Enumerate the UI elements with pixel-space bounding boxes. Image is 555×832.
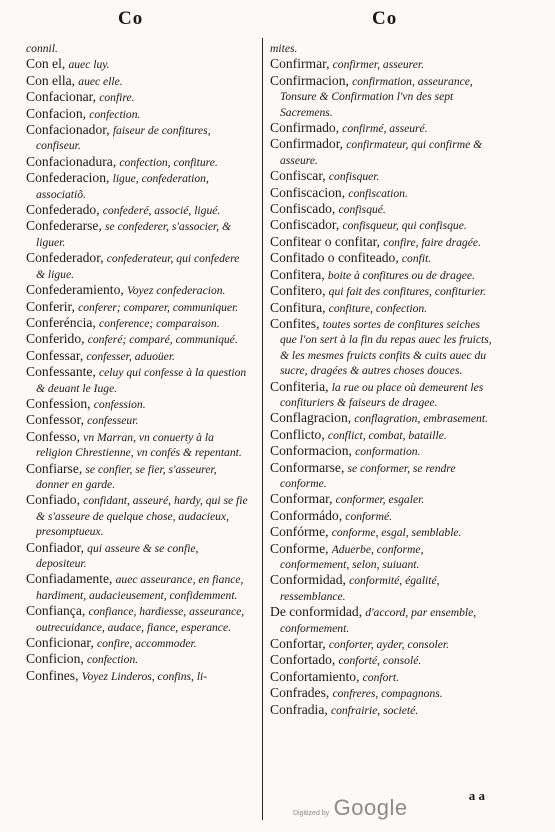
watermark-logo-text: Google <box>333 795 408 820</box>
dictionary-entry <box>26 492 248 539</box>
entry-headword: Confitado o confiteado, <box>270 250 399 266</box>
dictionary-entry <box>270 572 492 604</box>
entry-headword: Confederarse, <box>26 218 102 234</box>
entry-definition: confederateur, qui confedere & ligue. <box>36 252 240 281</box>
dictionary-entry <box>26 348 248 364</box>
dictionary-entry <box>270 460 492 492</box>
dictionary-entry <box>270 685 492 701</box>
column-divider <box>262 38 263 820</box>
left-column <box>26 40 248 684</box>
dictionary-entry <box>26 154 248 170</box>
dictionary-entry <box>26 56 248 72</box>
entry-headword: Confrades, <box>270 685 330 701</box>
entry-definition: conferer; comparer, communiquer. <box>78 300 239 314</box>
entry-definition: conforter, ayder, consoler. <box>328 638 449 652</box>
entry-definition: auec elle. <box>78 74 123 88</box>
dictionary-entry <box>270 669 492 685</box>
dictionary-entry <box>270 427 492 443</box>
entry-definition: confiance, hardiesse, asseurance, outrecuidance, audace, fiance, esperance. <box>36 605 245 634</box>
dictionary-entry <box>270 56 492 72</box>
entry-definition: Aduerbe, conforme, conformement, selon, suiuant. <box>280 542 424 571</box>
entry-definition: confesseur. <box>87 414 139 428</box>
dictionary-entry <box>270 316 492 379</box>
entry-headword: Conformádo, <box>270 507 343 523</box>
entry-headword: Confiscador, <box>270 217 340 233</box>
entry-definition: confreres, compagnons. <box>332 687 443 701</box>
entry-headword: Conferir, <box>26 298 75 314</box>
dictionary-entry <box>26 89 248 105</box>
entry-definition: confire, faire dragée. <box>383 235 481 249</box>
dictionary-entry <box>26 540 248 572</box>
entry-headword: Conficionar, <box>26 635 94 651</box>
entry-definition: la rue ou place où demeurent les confituriers & faiseurs de dragee. <box>280 380 484 409</box>
dictionary-entry <box>26 364 248 396</box>
entry-headword: Confitura, <box>270 299 326 315</box>
entry-definition: conformité, égalité, ressemblance. <box>280 574 440 603</box>
entry-definition: confiture, confection. <box>328 301 428 315</box>
dictionary-entry <box>26 668 248 684</box>
entry-definition: confit. <box>401 252 432 266</box>
dictionary-entry <box>270 283 492 299</box>
entry-headword: Confórme, <box>270 524 329 540</box>
entry-definition: conferé; comparé, communiqué. <box>87 333 238 347</box>
entry-definition: faiseur de confitures, confiseur. <box>36 124 211 153</box>
entry-definition: auec luy. <box>68 58 110 72</box>
entry-headword: Confederamiento, <box>26 282 124 298</box>
entry-definition: se conformer, se rendre conforme. <box>280 461 456 490</box>
entry-headword: Confession, <box>26 395 91 411</box>
dictionary-entry <box>270 185 492 201</box>
entry-headword: Conformacion, <box>270 443 352 459</box>
entry-definition: confirmé, asseuré. <box>342 122 428 136</box>
entry-headword: Confiscado, <box>270 201 336 217</box>
entry-headword: Conferido, <box>26 331 85 347</box>
watermark-small-text: Digitized by <box>293 810 330 817</box>
entry-headword: Conferéncia, <box>26 314 96 330</box>
entry-headword: Confortamiento, <box>270 668 360 684</box>
entry-headword: Confitero, <box>270 283 326 299</box>
entry-headword: Confacionador, <box>26 122 110 138</box>
entry-definition: conformé. <box>345 509 392 523</box>
dictionary-entry <box>26 603 248 635</box>
dictionary-entry <box>270 267 492 283</box>
entry-definition: confirmation, asseurance, Tonsure & Confirmation l'vn des sept Sacremens. <box>280 74 473 119</box>
dictionary-entry <box>26 412 248 428</box>
entry-headword: Confradia, <box>270 701 328 717</box>
dictionary-entry <box>270 217 492 233</box>
entry-headword: Conformar, <box>270 491 333 507</box>
entry-headword: Confirmar, <box>270 56 330 72</box>
dictionary-entry <box>270 73 492 120</box>
entry-headword: Confiadamente, <box>26 571 113 587</box>
entry-definition: conflagration, embrasement. <box>354 412 488 426</box>
entry-definition: confisquer. <box>328 170 380 184</box>
entry-definition: Voyez confederacion. <box>126 284 226 298</box>
dictionary-entry <box>26 202 248 218</box>
dictionary-entry <box>270 120 492 136</box>
dictionary-entry <box>270 508 492 524</box>
entry-headword: Confessor, <box>26 412 84 428</box>
dictionary-entry <box>26 461 248 493</box>
dictionary-entry <box>26 635 248 651</box>
dictionary-entry <box>270 379 492 411</box>
dictionary-entry <box>270 201 492 217</box>
dictionary-entry <box>270 636 492 652</box>
entry-definition: boite à confitures ou de dragee. <box>327 268 475 282</box>
entry-headword: Confirmacion, <box>270 72 349 88</box>
dictionary-entry <box>26 282 248 298</box>
entry-headword: Con ella, <box>26 72 76 88</box>
entry-definition: conflict, combat, bataille. <box>327 428 447 442</box>
entry-definition: ligue, confederation, associatiõ. <box>36 172 209 201</box>
entry-definition: confisqué. <box>338 203 386 217</box>
entry-headword: Confacionar, <box>26 89 97 105</box>
entry-headword: Conformidad, <box>270 572 346 588</box>
right-column <box>270 40 492 718</box>
dictionary-entry <box>26 106 248 122</box>
dictionary-entry <box>270 234 492 250</box>
entry-definition: confirmateur, qui confirme & asseure. <box>280 138 483 167</box>
entry-definition: confection, confiture. <box>119 155 218 169</box>
dictionary-entry <box>26 429 248 461</box>
entry-definition: qui asseure & se confie, depositeur. <box>36 541 199 570</box>
entry-headword: Conflicto, <box>270 426 325 442</box>
entry-headword: Confitera, <box>270 266 325 282</box>
entry-definition: confrairie, societé. <box>330 703 419 717</box>
dictionary-entry <box>26 73 248 89</box>
dictionary-entry <box>26 396 248 412</box>
entry-headword: Confacion, <box>26 105 87 121</box>
entry-definition: confesser, aduoüer. <box>86 349 175 363</box>
entry-definition: conforme, esgal, semblable. <box>331 526 462 540</box>
entry-headword: Confederador, <box>26 250 104 266</box>
entry-definition: connil. <box>26 42 58 55</box>
entry-headword: Confortado, <box>270 652 336 668</box>
dictionary-entry <box>26 315 248 331</box>
entry-headword: Confessante, <box>26 364 96 380</box>
entry-headword: Confacionadura, <box>26 153 117 169</box>
dictionary-entry <box>26 40 248 56</box>
dictionary-entry <box>270 702 492 718</box>
entry-definition: confidant, asseuré, hardy, qui se fie & s'asseure de quelque chose, audacieux, presomptueux. <box>36 494 248 539</box>
entry-definition: vn Marran, vn conuerty à la religion Chrestienne, vn confés & repentant. <box>36 430 242 460</box>
entry-definition: celuy qui confesse à la question & deuant le Iuge. <box>36 366 247 395</box>
entry-headword: De conformidad, <box>270 604 363 620</box>
entry-definition: qui fait des confitures, confiturier. <box>328 285 487 299</box>
entry-headword: Confederacion, <box>26 170 110 186</box>
dictionary-entry <box>26 218 248 250</box>
entry-headword: Con el, <box>26 56 66 72</box>
dictionary-entry <box>270 524 492 540</box>
dictionary-entry <box>270 443 492 459</box>
entry-definition: confiscation. <box>348 186 408 200</box>
right-running-head: Co <box>372 8 398 29</box>
entry-headword: Confederado, <box>26 202 100 218</box>
dictionary-entry <box>270 168 492 184</box>
entry-definition: conforté, consolé. <box>338 654 422 668</box>
dictionary-entry <box>26 571 248 603</box>
dictionary-entry <box>270 410 492 426</box>
entry-headword: Confiarse, <box>26 460 83 476</box>
entry-headword: Conflagracion, <box>270 410 352 426</box>
entry-headword: Confiteria, <box>270 378 329 394</box>
entry-headword: Confites, <box>270 315 320 331</box>
dictionary-entry <box>270 604 492 636</box>
entry-headword: Confirmado, <box>270 120 340 136</box>
entry-definition: conformer, esgaler. <box>335 493 425 507</box>
entry-definition: confession. <box>93 397 146 411</box>
dictionary-entry <box>26 250 248 282</box>
entry-headword: Confitear o confitar, <box>270 233 381 249</box>
digitized-watermark <box>293 795 443 821</box>
entry-headword: Confiador, <box>26 539 84 555</box>
entry-headword: Confiscar, <box>270 168 326 184</box>
entry-definition: confort. <box>362 670 400 684</box>
dictionary-entry <box>26 299 248 315</box>
dictionary-entry <box>270 491 492 507</box>
entry-definition: toutes sortes de confitures seiches que l'on sert à la fin du repas auec les fruicts, & les mesmes fruicts confits & cuits auec du sucre, dragées & autres choses douces. <box>280 317 492 378</box>
entry-definition: mites. <box>270 42 298 55</box>
entry-headword: Conficion, <box>26 651 84 667</box>
dictionary-entry <box>270 250 492 266</box>
dictionary-entry <box>270 652 492 668</box>
entry-definition: se confederer, s'associer, & liguer. <box>36 220 232 249</box>
dictionary-entry <box>270 136 492 168</box>
entry-definition: conformation. <box>355 445 421 459</box>
entry-headword: Confirmador, <box>270 136 344 152</box>
entry-headword: Confiança, <box>26 603 86 619</box>
entry-headword: Confortar, <box>270 636 326 652</box>
entry-headword: Confiscacion, <box>270 184 346 200</box>
entry-definition: confire. <box>99 91 135 105</box>
dictionary-entry <box>26 122 248 154</box>
dictionary-entry <box>26 651 248 667</box>
entry-definition: confisqueur, qui confisque. <box>342 219 467 233</box>
dictionary-entry <box>270 541 492 573</box>
left-running-head: Co <box>118 8 144 29</box>
entry-headword: Confesso, <box>26 428 80 444</box>
entry-definition: d'accord, par ensemble, conformement. <box>280 606 477 635</box>
dictionary-entry <box>26 331 248 347</box>
entry-definition: confirmer, asseurer. <box>332 58 425 72</box>
entry-headword: Confiado, <box>26 492 80 508</box>
entry-headword: Conformarse, <box>270 459 345 475</box>
entry-definition: confection. <box>89 107 141 121</box>
entry-definition: se confier, se fier, s'asseurer, donner en garde. <box>36 462 217 491</box>
entry-definition: auec asseurance, en fiance, hardiment, audacieusement, confidemment. <box>36 573 244 602</box>
entry-headword: Confessar, <box>26 347 84 363</box>
entry-headword: Confines, <box>26 667 79 683</box>
entry-headword: Conforme, <box>270 540 329 556</box>
entry-definition: confederé, associé, ligué. <box>102 204 221 218</box>
dictionary-entry <box>270 40 492 56</box>
dictionary-entry <box>270 300 492 316</box>
entry-definition: Voyez Linderos, confins, li- <box>81 669 208 683</box>
entry-definition: confire, accommoder. <box>96 637 197 651</box>
entry-definition: confection. <box>86 653 139 667</box>
catchword: a a <box>468 788 485 803</box>
entry-definition: conference; comparaison. <box>99 316 220 330</box>
dictionary-entry <box>26 170 248 202</box>
